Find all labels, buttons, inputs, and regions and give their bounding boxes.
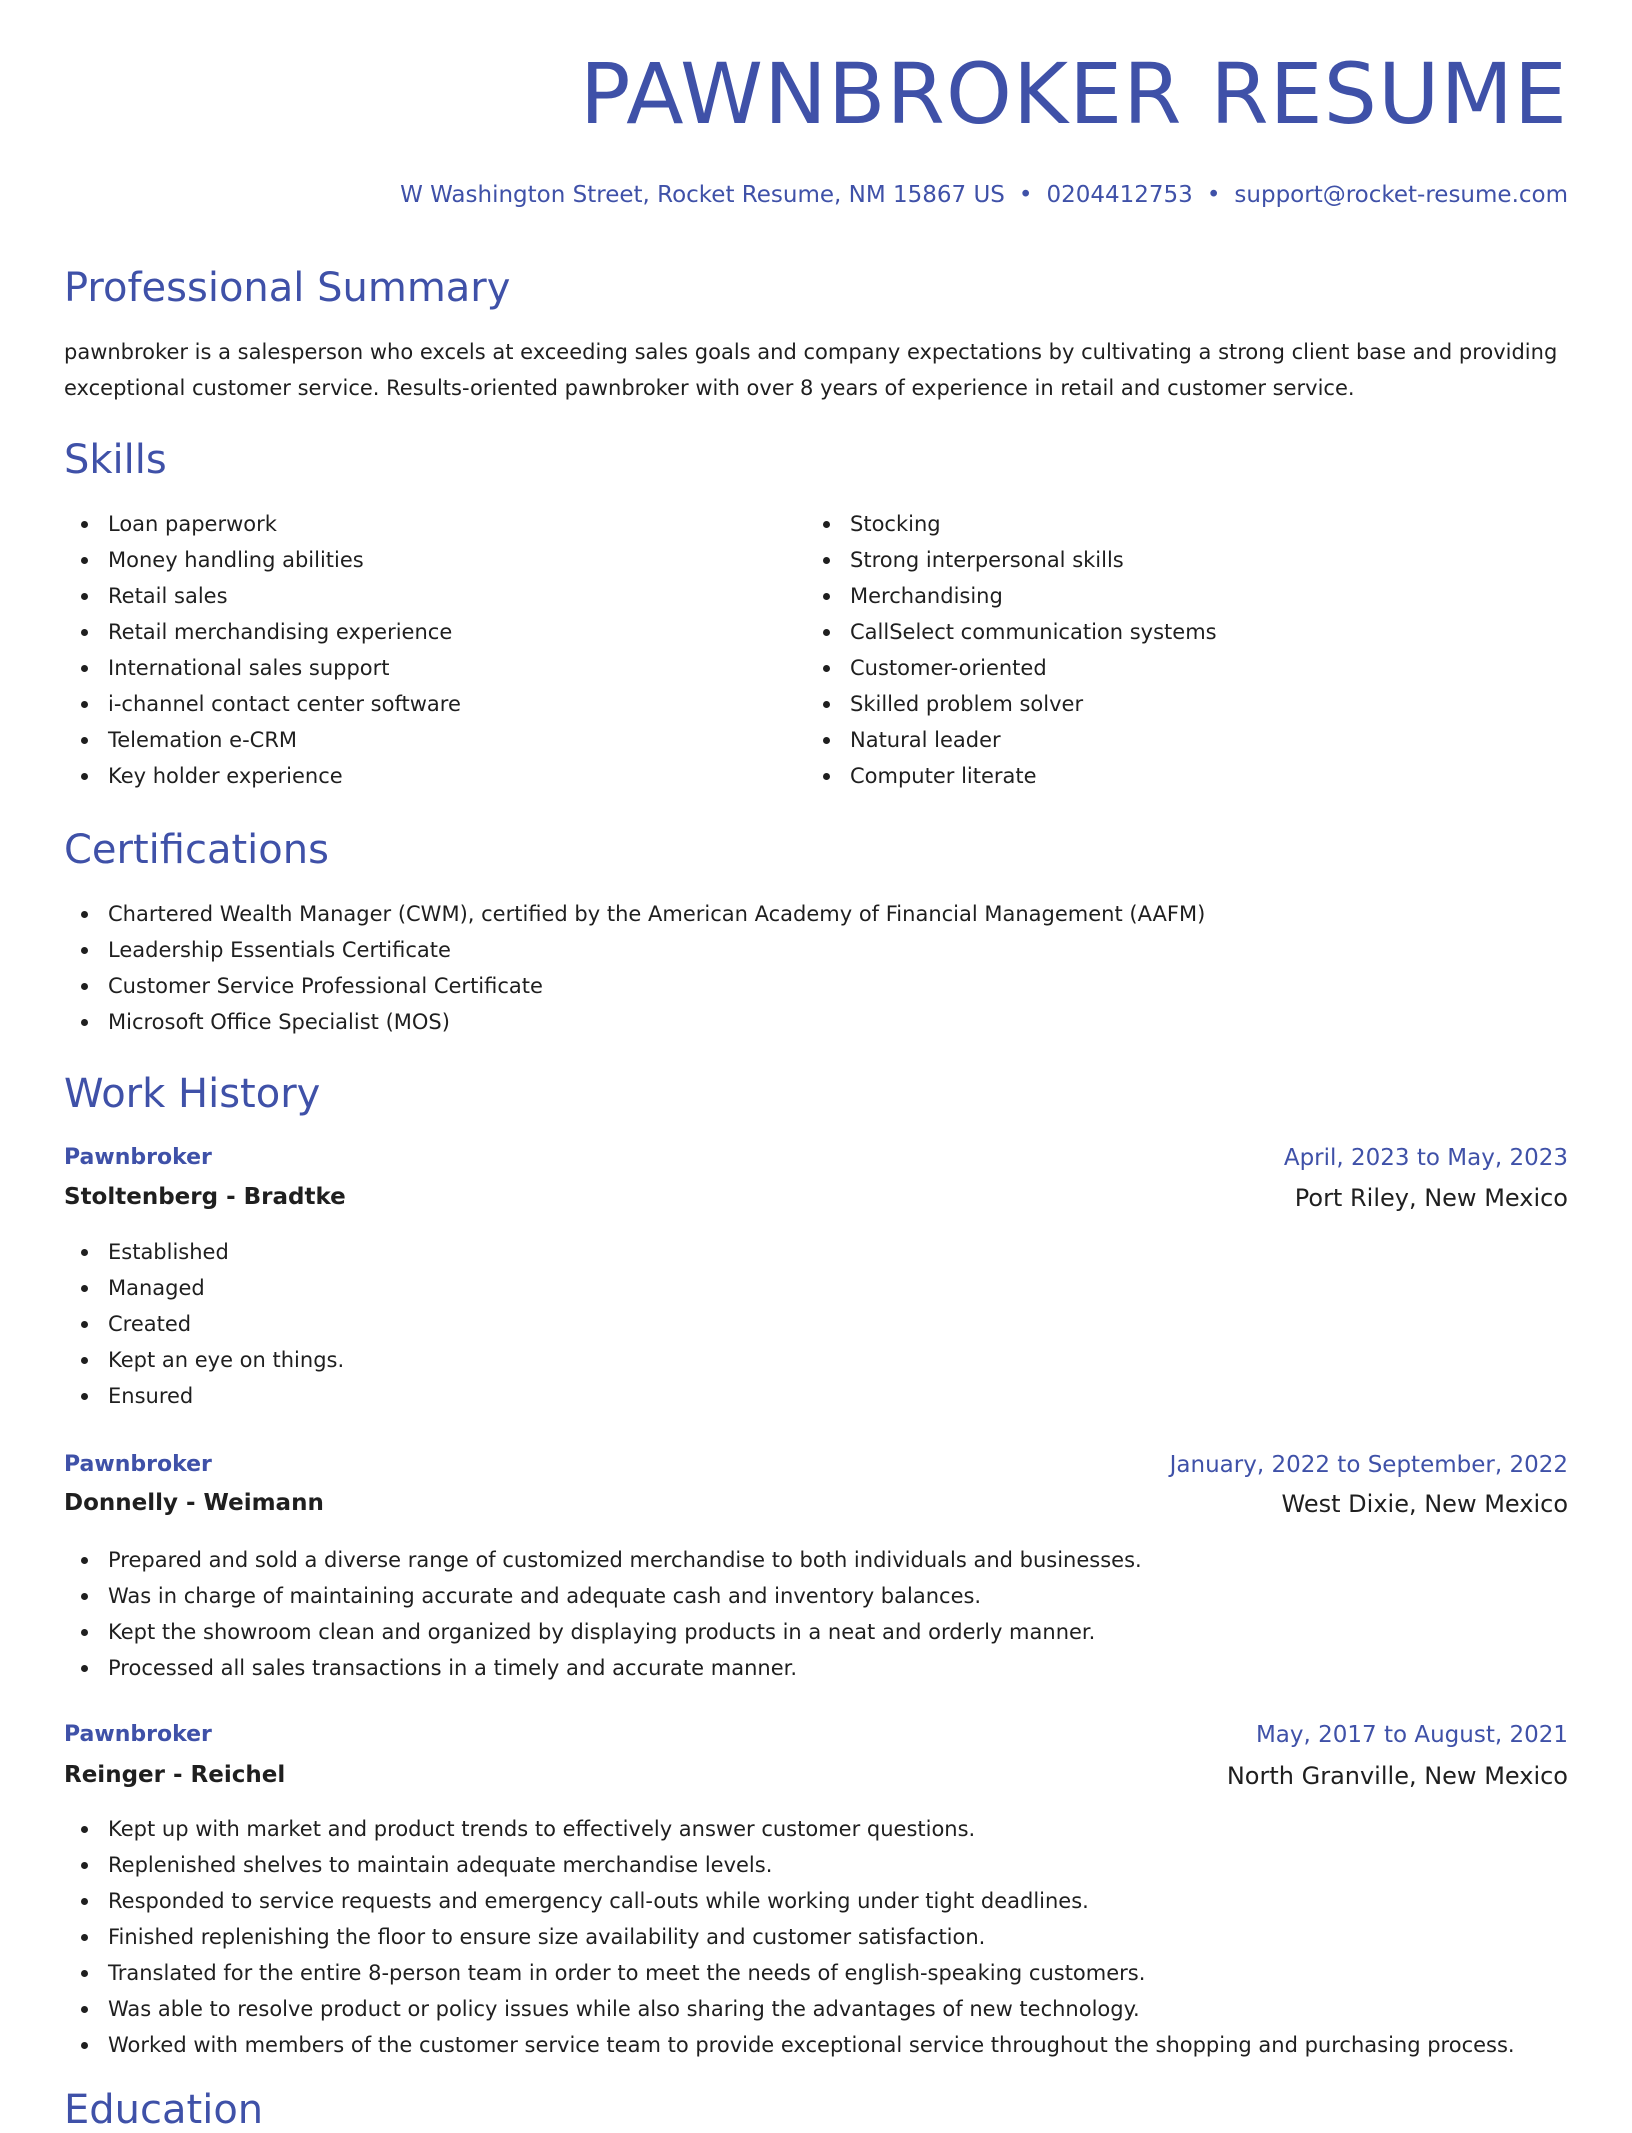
job-bullet: Managed: [108, 1270, 344, 1306]
job-bullet: Was in charge of maintaining accurate and adequate cash and inventory balances.: [108, 1578, 1142, 1614]
job-title: Pawnbroker: [64, 1722, 212, 1747]
skill-item: Computer literate: [850, 758, 1217, 794]
job-location: North Granville, New Mexico: [1226, 1762, 1568, 1790]
skill-item: CallSelect communication systems: [850, 614, 1217, 650]
skill-item: Money handling abilities: [108, 542, 461, 578]
skill-item: i-channel contact center software: [108, 686, 461, 722]
contact-separator: •: [1206, 182, 1221, 208]
job-bullets: [64, 1811, 1515, 2063]
job-title: Pawnbroker: [64, 1452, 212, 1477]
job-location: Port Riley, New Mexico: [1294, 1184, 1568, 1212]
skill-item: Stocking: [850, 506, 1217, 542]
contact-phone: 0204412753: [1046, 182, 1193, 208]
skill-item: Customer-oriented: [850, 650, 1217, 686]
skills-list-right: [806, 506, 1217, 794]
job-bullet: Replenished shelves to maintain adequate merchandise levels.: [108, 1847, 1515, 1883]
job-bullet: Translated for the entire 8-person team in order to meet the needs of english-speaking customers.: [108, 1955, 1515, 1991]
job-employer-row: [64, 1762, 1568, 1792]
skill-item: Retail sales: [108, 578, 461, 614]
certification-item: Microsoft Office Specialist (MOS): [108, 1004, 1205, 1040]
job-dates: January, 2022 to September, 2022: [1169, 1452, 1568, 1478]
education-heading: Education: [64, 2087, 264, 2133]
skill-item: Key holder experience: [108, 758, 461, 794]
certifications-list: [64, 896, 1205, 1040]
skill-item: International sales support: [108, 650, 461, 686]
skills-heading: Skills: [64, 437, 167, 483]
job-company: Donnelly - Weimann: [64, 1490, 324, 1516]
job-header: [64, 1452, 1568, 1482]
contact-line: [400, 182, 1568, 208]
job-bullets: [64, 1542, 1142, 1686]
certification-item: Leadership Essentials Certificate: [108, 932, 1205, 968]
job-employer-row: [64, 1184, 1568, 1214]
job-location: West Dixie, New Mexico: [1281, 1490, 1568, 1518]
contact-address: W Washington Street, Rocket Resume, NM 15867 US: [400, 182, 1005, 208]
job-bullet: Kept an eye on things.: [108, 1342, 344, 1378]
work-history-heading: Work History: [64, 1071, 321, 1117]
job-bullet: Kept the showroom clean and organized by displaying products in a neat and orderly manner.: [108, 1614, 1142, 1650]
job-employer-row: [64, 1490, 1568, 1520]
certification-item: Chartered Wealth Manager (CWM), certified by the American Academy of Financial Management (AAFM): [108, 896, 1205, 932]
resume-title: PAWNBROKER RESUME: [579, 45, 1568, 143]
skill-item: Telemation e-CRM: [108, 722, 461, 758]
job-bullets: [64, 1234, 344, 1414]
job-bullet: Kept up with market and product trends to effectively answer customer questions.: [108, 1811, 1515, 1847]
certifications-heading: Certifications: [64, 827, 329, 873]
certification-item: Customer Service Professional Certificate: [108, 968, 1205, 1004]
job-dates: April, 2023 to May, 2023: [1283, 1145, 1568, 1171]
skill-item: Strong interpersonal skills: [850, 542, 1217, 578]
job-bullet: Established: [108, 1234, 344, 1270]
summary-heading: Professional Summary: [64, 265, 511, 311]
skills-list-left: [64, 506, 461, 794]
contact-email[interactable]: support@rocket-resume.com: [1234, 182, 1568, 208]
job-company: Reinger - Reichel: [64, 1762, 286, 1788]
job-dates: May, 2017 to August, 2021: [1255, 1722, 1568, 1748]
job-bullet: Was able to resolve product or policy issues while also sharing the advantages of new technology.: [108, 1991, 1515, 2027]
skill-item: Merchandising: [850, 578, 1217, 614]
job-bullet: Processed all sales transactions in a timely and accurate manner.: [108, 1650, 1142, 1686]
job-bullet: Ensured: [108, 1378, 344, 1414]
skill-item: Natural leader: [850, 722, 1217, 758]
skill-item: Skilled problem solver: [850, 686, 1217, 722]
job-header: [64, 1145, 1568, 1175]
skill-item: Retail merchandising experience: [108, 614, 461, 650]
job-header: [64, 1722, 1568, 1752]
job-bullet: Responded to service requests and emergency call-outs while working under tight deadlines.: [108, 1883, 1515, 1919]
summary-text: pawnbroker is a salesperson who excels at exceeding sales goals and company expectations by cultivating a strong client base and providing exceptional customer service. Results-oriented pawnbroker with over 8 years of experience in retail and customer service.: [64, 340, 1558, 400]
job-bullet: Finished replenishing the floor to ensure size availability and customer satisfaction.: [108, 1919, 1515, 1955]
job-bullet: Prepared and sold a diverse range of customized merchandise to both individuals and businesses.: [108, 1542, 1142, 1578]
contact-separator: •: [1018, 182, 1033, 208]
job-title: Pawnbroker: [64, 1145, 212, 1170]
job-company: Stoltenberg - Bradtke: [64, 1184, 346, 1210]
job-bullet: Worked with members of the customer service team to provide exceptional service throughout the shopping and purchasing process.: [108, 2027, 1515, 2063]
skill-item: Loan paperwork: [108, 506, 461, 542]
job-bullet: Created: [108, 1306, 344, 1342]
